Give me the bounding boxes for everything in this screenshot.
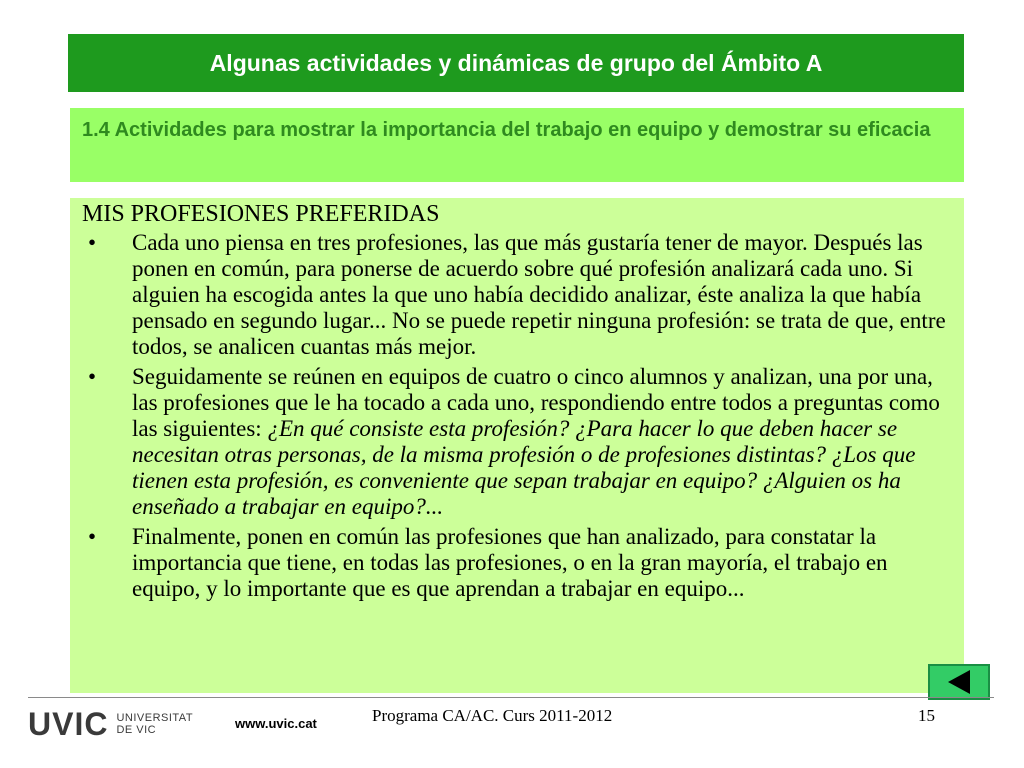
bullet-list	[82, 230, 946, 602]
back-button[interactable]	[928, 664, 990, 700]
bullet-item-3	[82, 524, 946, 602]
back-arrow-icon	[948, 670, 970, 694]
bullet-icon: •	[88, 524, 97, 549]
bullet-item-2	[82, 364, 946, 520]
logo-mark: UVIC	[28, 706, 109, 742]
bullet-item-1	[82, 230, 946, 360]
content-heading: MIS PROFESIONES PREFERIDAS	[82, 201, 440, 227]
bullet-text: Seguidamente se reúnen en equipos de cuatro o cinco alumnos y analizan, una por una, las profesiones que le ha tocado a cada uno, respondiendo entre todos a preguntas como las siguientes:	[132, 364, 940, 441]
bullet-italic-questions: ¿En qué consiste esta profesión? ¿Para hacer lo que deben hacer se necesitan otras personas, de la misma profesión o de profesiones distintas? ¿Los que tienen esta profesión, es conveniente que sepan trabajar en equipo? ¿Alguien os ha enseñado a trabajar en equipo?...	[132, 416, 916, 519]
page-number: 15	[918, 706, 935, 725]
uvic-logo	[28, 708, 193, 740]
slide-title: Algunas actividades y dinámicas de grupo del Ámbito A	[209, 49, 823, 76]
bullet-icon: •	[88, 364, 97, 389]
footer-program: Programa CA/AC. Curs 2011-2012	[372, 706, 613, 725]
bullet-text: Cada uno piensa en tres profesiones, las que más gustaría tener de mayor. Después las ponen en común, para ponerse de acuerdo sobre qué profesión analizará cada uno. Si alguien ha escogida antes la que uno había decidido analizar, éste analiza la que había pensado en segundo lugar... No se puede repetir ninguna profesión: se trata de que, entre todos, se analicen cuantas más mejor.	[132, 230, 946, 359]
logo-line-2: DE VIC	[116, 724, 157, 736]
logo-line-1: UNIVERSITAT	[116, 712, 194, 724]
footer-divider	[28, 697, 994, 698]
logo-university-name	[116, 712, 193, 736]
slide-subtitle: 1.4 Actividades para mostrar la importancia del trabajo en equipo y demostrar su eficacia	[82, 119, 931, 141]
bullet-icon: •	[88, 230, 97, 255]
subtitle-box	[70, 108, 964, 182]
bullet-text: Finalmente, ponen en común las profesiones que han analizado, para constatar la importancia que tiene, en todas las profesiones, o en la gran mayoría, el trabajo en equipo, y lo importante que es que aprendan a trabajar en equipo...	[132, 524, 888, 601]
footer-url[interactable]: www.uvic.cat	[235, 716, 317, 731]
title-bar	[68, 34, 964, 92]
content-box	[70, 198, 964, 693]
